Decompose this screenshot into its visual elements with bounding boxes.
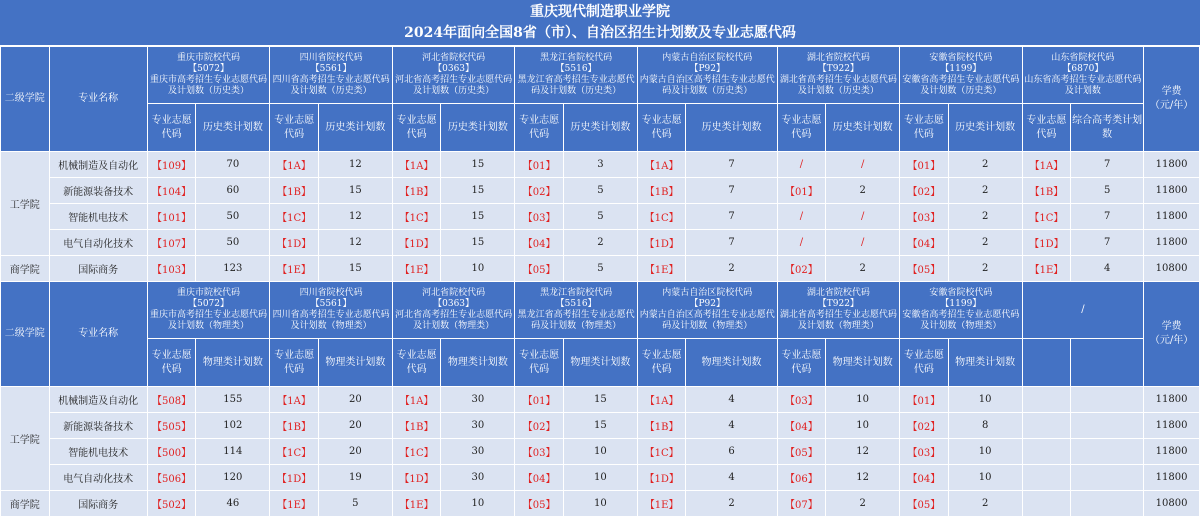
major-code: 【1E】: [637, 491, 686, 517]
major-name: 国际商务: [49, 256, 147, 282]
major-code: 【03】: [515, 439, 564, 465]
major-code: 【03】: [900, 439, 949, 465]
college-name: 工学院: [1, 387, 50, 491]
code-subheader: 专业志愿代码: [1022, 104, 1071, 152]
province-header: [777, 47, 900, 104]
plan-count: 4: [686, 413, 777, 439]
province-name: 湖北省院校代码: [806, 53, 870, 63]
major-code: 【05】: [777, 439, 826, 465]
tuition-fee: 11800: [1144, 413, 1200, 439]
major-name: 电气自动化技术: [49, 465, 147, 491]
major-code: 【1C】: [270, 439, 319, 465]
plan-count: 10: [441, 491, 515, 517]
plan-count: 46: [196, 491, 270, 517]
plan-count: 15: [441, 204, 515, 230]
plan-count: 5: [563, 204, 637, 230]
major-code: 【1A】: [637, 152, 686, 178]
code-subheader: 专业志愿代码: [637, 104, 686, 152]
province-header: [637, 282, 777, 339]
plan-subheader: 历史类计划数: [441, 104, 515, 152]
major-code: /: [777, 152, 826, 178]
plan-count: 12: [826, 439, 900, 465]
province-name: 安徽省院校代码: [929, 288, 993, 298]
tuition-fee: 11800: [1144, 152, 1200, 178]
major-code: 【04】: [515, 230, 564, 256]
plan-count: 12: [826, 465, 900, 491]
tuition-fee: 11800: [1144, 387, 1200, 413]
major-code: 【04】: [515, 465, 564, 491]
plan-count: 2: [686, 491, 777, 517]
empty-cell: [1071, 387, 1144, 413]
province-desc: 四川省高考招生专业志愿代码及计划数（历史类）: [272, 75, 390, 96]
major-code: 【103】: [147, 256, 196, 282]
plan-count: 30: [441, 439, 515, 465]
table-row: [1, 204, 1200, 230]
province-code: 【5561】: [310, 299, 352, 309]
plan-count: 5: [563, 178, 637, 204]
major-name: 智能机电技术: [49, 439, 147, 465]
tuition-fee: 11800: [1144, 465, 1200, 491]
major-name: 机械制造及自动化: [49, 387, 147, 413]
college-header: 二级学院: [1, 47, 50, 152]
plan-count: 7: [1071, 152, 1144, 178]
major-code: 【1D】: [637, 465, 686, 491]
plan-count: 10: [948, 439, 1022, 465]
major-code: 【03】: [777, 387, 826, 413]
fee-header: 学费 （元/年）: [1144, 47, 1200, 152]
major-code: 【1C】: [392, 439, 441, 465]
province-code: 【5072】: [188, 299, 229, 309]
plan-count: 2: [948, 204, 1022, 230]
plan-count: 12: [318, 152, 392, 178]
major-code: 【03】: [515, 204, 564, 230]
enrollment-table: [0, 46, 1200, 517]
province-name: 四川省院校代码: [299, 53, 363, 63]
plan-subheader: 物理类计划数: [196, 339, 270, 387]
empty-cell: [1022, 413, 1071, 439]
table-row: [1, 178, 1200, 204]
province-name: 重庆市院校代码: [177, 53, 241, 63]
major-code: 【04】: [900, 230, 949, 256]
plan-count: 10: [563, 465, 637, 491]
plan-count: 15: [441, 152, 515, 178]
empty-cell: [1022, 491, 1071, 517]
major-code: 【02】: [515, 413, 564, 439]
tuition-fee: 11800: [1144, 178, 1200, 204]
plan-count: 8: [948, 413, 1022, 439]
major-name: 智能机电技术: [49, 204, 147, 230]
plan-count: 20: [318, 413, 392, 439]
plan-subheader: 物理类计划数: [826, 339, 900, 387]
table-row: [1, 230, 1200, 256]
plan-subheader: 历史类计划数: [948, 104, 1022, 152]
major-code: 【01】: [900, 387, 949, 413]
major-code: 【02】: [900, 413, 949, 439]
major-code: 【07】: [777, 491, 826, 517]
plan-subheader: 物理类计划数: [441, 339, 515, 387]
major-code: 【1B】: [270, 413, 319, 439]
code-subheader: 专业志愿代码: [392, 339, 441, 387]
major-code: 【1E】: [392, 491, 441, 517]
plan-count: 20: [318, 439, 392, 465]
plan-count: 2: [826, 178, 900, 204]
province-desc: 安徽省高考招生专业志愿代码及计划数（物理类）: [902, 310, 1020, 331]
major-code: 【01】: [777, 178, 826, 204]
major-code: 【1C】: [392, 204, 441, 230]
plan-count: 7: [686, 204, 777, 230]
province-header: [147, 282, 270, 339]
major-code: 【03】: [900, 204, 949, 230]
plan-count: 15: [563, 413, 637, 439]
major-code: 【502】: [147, 491, 196, 517]
tuition-fee: 10800: [1144, 491, 1200, 517]
empty-cell: [1071, 465, 1144, 491]
plan-subheader: 综合高考类计划数: [1071, 104, 1144, 152]
province-code: 【T922】: [817, 64, 859, 74]
plan-subheader: 物理类计划数: [318, 339, 392, 387]
major-code: 【1C】: [637, 204, 686, 230]
table-row: [1, 439, 1200, 465]
major-code: 【1E】: [270, 256, 319, 282]
major-code: 【1E】: [270, 491, 319, 517]
plan-count: 7: [686, 152, 777, 178]
code-subheader: 专业志愿代码: [515, 104, 564, 152]
plan-title: 2024年面向全国8省（市）、自治区招生计划数及专业志愿代码: [404, 25, 796, 41]
plan-count: 2: [948, 256, 1022, 282]
plan-count: 4: [686, 465, 777, 491]
plan-count: 3: [563, 152, 637, 178]
plan-count: 2: [948, 178, 1022, 204]
province-code: 【0363】: [433, 64, 475, 74]
province-name: 河北省院校代码: [422, 53, 486, 63]
major-code: 【1A】: [270, 152, 319, 178]
plan-count: 70: [196, 152, 270, 178]
province-header: [270, 47, 393, 104]
province-header: [147, 47, 270, 104]
table-row: [1, 256, 1200, 282]
empty-subheader: [1022, 339, 1071, 387]
school-name: 重庆现代制造职业学院: [530, 4, 670, 20]
major-code: 【1E】: [637, 256, 686, 282]
code-subheader: 专业志愿代码: [270, 104, 319, 152]
college-header: 二级学院: [1, 282, 50, 387]
history-section: [1, 47, 1200, 282]
province-code: 【T922】: [817, 299, 859, 309]
major-code: 【01】: [900, 152, 949, 178]
province-header: [515, 282, 638, 339]
major-code: 【1D】: [270, 465, 319, 491]
major-code: 【1B】: [392, 413, 441, 439]
plan-count: 12: [318, 204, 392, 230]
plan-count: 6: [686, 439, 777, 465]
major-code: 【01】: [515, 152, 564, 178]
province-desc: 黑龙江省高考招生专业志愿代码及计划数（物理类）: [517, 310, 635, 331]
province-code: 【5072】: [188, 64, 229, 74]
province-desc: 黑龙江省高考招生专业志愿代码及计划数（历史类）: [517, 75, 635, 96]
province-desc: 河北省高考招生专业志愿代码及计划数（物理类）: [395, 310, 513, 331]
plan-count: /: [826, 204, 900, 230]
major-code: 【1D】: [1022, 230, 1071, 256]
province-header: [270, 282, 393, 339]
plan-count: 7: [686, 178, 777, 204]
major-code: 【508】: [147, 387, 196, 413]
plan-count: 120: [196, 465, 270, 491]
province-desc: 内蒙古自治区高考招生专业志愿代码及计划数（历史类）: [639, 75, 775, 96]
plan-count: 15: [563, 387, 637, 413]
province-desc: 湖北省高考招生专业志愿代码及计划数（历史类）: [779, 75, 897, 96]
code-subheader: 专业志愿代码: [900, 104, 949, 152]
major-name: 国际商务: [49, 491, 147, 517]
major-code: 【1B】: [637, 178, 686, 204]
code-subheader: 专业志愿代码: [147, 339, 196, 387]
province-code: 【5516】: [555, 64, 597, 74]
major-name: 机械制造及自动化: [49, 152, 147, 178]
plan-count: 15: [441, 178, 515, 204]
plan-count: 10: [826, 387, 900, 413]
plan-count: 10: [948, 387, 1022, 413]
plan-subheader: 历史类计划数: [318, 104, 392, 152]
province-desc: 内蒙古自治区高考招生专业志愿代码及计划数（物理类）: [639, 310, 775, 331]
province-header: [900, 282, 1023, 339]
plan-count: 30: [441, 387, 515, 413]
table-row: [1, 152, 1200, 178]
major-code: 【107】: [147, 230, 196, 256]
major-code: 【1D】: [392, 230, 441, 256]
province-header: [515, 47, 638, 104]
plan-count: 10: [563, 439, 637, 465]
major-code: 【1E】: [392, 256, 441, 282]
plan-count: 2: [948, 152, 1022, 178]
major-code: 【104】: [147, 178, 196, 204]
province-name: 内蒙古自治区院校代码: [662, 288, 753, 298]
major-code: 【02】: [900, 178, 949, 204]
major-code: 【1D】: [392, 465, 441, 491]
table-row: [1, 465, 1200, 491]
major-header: 专业名称: [49, 47, 147, 152]
major-code: 【04】: [777, 413, 826, 439]
plan-count: 2: [826, 491, 900, 517]
plan-count: 50: [196, 230, 270, 256]
province-code: 【P92】: [689, 299, 725, 309]
empty-cell: [1071, 439, 1144, 465]
major-code: 【02】: [515, 178, 564, 204]
province-desc: 山东省高考招生专业志愿代码及计划数: [1024, 75, 1142, 96]
tuition-fee: 11800: [1144, 439, 1200, 465]
province-header: [392, 282, 515, 339]
plan-count: /: [826, 152, 900, 178]
province-name: 湖北省院校代码: [806, 288, 870, 298]
major-code: 【05】: [515, 491, 564, 517]
province-header: [1022, 47, 1144, 104]
major-code: 【1D】: [270, 230, 319, 256]
province-name: 内蒙古自治区院校代码: [662, 53, 753, 63]
plan-count: 10: [948, 465, 1022, 491]
code-subheader: 专业志愿代码: [777, 339, 826, 387]
plan-subheader: 历史类计划数: [686, 104, 777, 152]
page-title: [0, 0, 1200, 46]
plan-subheader: 历史类计划数: [826, 104, 900, 152]
major-name: 新能源装备技术: [49, 413, 147, 439]
plan-count: 5: [318, 491, 392, 517]
major-code: 【1C】: [1022, 204, 1071, 230]
major-code: /: [777, 230, 826, 256]
plan-count: 4: [1071, 256, 1144, 282]
major-code: 【05】: [900, 256, 949, 282]
major-code: 【04】: [900, 465, 949, 491]
province-name: 四川省院校代码: [299, 288, 363, 298]
code-subheader: 专业志愿代码: [900, 339, 949, 387]
tuition-fee: 11800: [1144, 230, 1200, 256]
major-code: 【1B】: [637, 413, 686, 439]
province-code: 【5516】: [555, 299, 597, 309]
plan-count: 2: [948, 230, 1022, 256]
empty-subheader: [1071, 339, 1144, 387]
plan-count: 15: [318, 178, 392, 204]
table-row: [1, 387, 1200, 413]
plan-subheader: 历史类计划数: [563, 104, 637, 152]
plan-count: 7: [1071, 230, 1144, 256]
province-header: [777, 282, 900, 339]
plan-subheader: 物理类计划数: [948, 339, 1022, 387]
major-code: 【109】: [147, 152, 196, 178]
major-code: 【1A】: [637, 387, 686, 413]
code-subheader: 专业志愿代码: [637, 339, 686, 387]
major-code: 【1E】: [1022, 256, 1071, 282]
province-name: 山东省院校代码: [1051, 53, 1115, 63]
province-name: 黑龙江省院校代码: [540, 288, 613, 298]
empty-cell: [1022, 439, 1071, 465]
major-code: 【505】: [147, 413, 196, 439]
plan-count: 10: [826, 413, 900, 439]
college-name: 工学院: [1, 152, 50, 256]
province-desc: 重庆市高考招生专业志愿代码及计划数（历史类）: [150, 75, 268, 96]
province-name: 安徽省院校代码: [929, 53, 993, 63]
major-code: 【1B】: [270, 178, 319, 204]
plan-count: /: [826, 230, 900, 256]
physics-section: [1, 282, 1200, 517]
table-row: [1, 491, 1200, 517]
major-header: 专业名称: [49, 282, 147, 387]
plan-subheader: 物理类计划数: [686, 339, 777, 387]
province-desc: 重庆市高考招生专业志愿代码及计划数（物理类）: [150, 310, 268, 331]
empty-cell: [1022, 465, 1071, 491]
province-header: [637, 47, 777, 104]
code-subheader: 专业志愿代码: [777, 104, 826, 152]
plan-count: 5: [1071, 178, 1144, 204]
code-subheader: 专业志愿代码: [270, 339, 319, 387]
major-code: 【1D】: [637, 230, 686, 256]
plan-count: 19: [318, 465, 392, 491]
province-name: 河北省院校代码: [422, 288, 486, 298]
plan-count: 15: [441, 230, 515, 256]
province-header: [900, 47, 1023, 104]
plan-count: 7: [1071, 204, 1144, 230]
plan-count: 12: [318, 230, 392, 256]
major-code: 【1A】: [270, 387, 319, 413]
plan-count: 60: [196, 178, 270, 204]
province-desc: 河北省高考招生专业志愿代码及计划数（历史类）: [395, 75, 513, 96]
province-header: [392, 47, 515, 104]
major-code: 【1B】: [1022, 178, 1071, 204]
plan-count: 10: [563, 491, 637, 517]
major-code: 【1B】: [392, 178, 441, 204]
province-code: 【P92】: [689, 64, 725, 74]
province-desc: 安徽省高考招生专业志愿代码及计划数（历史类）: [902, 75, 1020, 96]
plan-count: 50: [196, 204, 270, 230]
code-subheader: 专业志愿代码: [392, 104, 441, 152]
plan-count: 30: [441, 465, 515, 491]
plan-count: 2: [826, 256, 900, 282]
major-code: 【05】: [900, 491, 949, 517]
plan-count: 5: [563, 256, 637, 282]
major-code: 【1A】: [1022, 152, 1071, 178]
major-code: 【1C】: [637, 439, 686, 465]
major-code: 【05】: [515, 256, 564, 282]
plan-count: 123: [196, 256, 270, 282]
major-code: 【506】: [147, 465, 196, 491]
plan-count: 2: [563, 230, 637, 256]
college-name: 商学院: [1, 491, 50, 517]
major-code: 【500】: [147, 439, 196, 465]
major-code: 【06】: [777, 465, 826, 491]
province-code: 【5561】: [310, 64, 352, 74]
plan-count: 7: [686, 230, 777, 256]
province-name: 黑龙江省院校代码: [540, 53, 613, 63]
plan-count: 2: [686, 256, 777, 282]
province-code: 【0363】: [433, 299, 475, 309]
major-code: 【1A】: [392, 152, 441, 178]
code-subheader: 专业志愿代码: [515, 339, 564, 387]
empty-cell: [1022, 387, 1071, 413]
code-subheader: 专业志愿代码: [147, 104, 196, 152]
plan-count: 20: [318, 387, 392, 413]
province-code: 【1199】: [940, 64, 982, 74]
plan-count: 4: [686, 387, 777, 413]
plan-count: 15: [318, 256, 392, 282]
empty-province-header: /: [1022, 282, 1144, 339]
tuition-fee: 11800: [1144, 204, 1200, 230]
plan-count: 155: [196, 387, 270, 413]
plan-count: 114: [196, 439, 270, 465]
major-name: 新能源装备技术: [49, 178, 147, 204]
major-code: 【101】: [147, 204, 196, 230]
plan-subheader: 历史类计划数: [196, 104, 270, 152]
empty-cell: [1071, 491, 1144, 517]
plan-count: 30: [441, 413, 515, 439]
plan-count: 102: [196, 413, 270, 439]
fee-header: 学费 （元/年）: [1144, 282, 1200, 387]
major-code: 【02】: [777, 256, 826, 282]
plan-subheader: 物理类计划数: [563, 339, 637, 387]
major-code: 【01】: [515, 387, 564, 413]
province-desc: 湖北省高考招生专业志愿代码及计划数（物理类）: [779, 310, 897, 331]
province-code: 【6870】: [1062, 64, 1104, 74]
plan-count: 10: [441, 256, 515, 282]
major-code: /: [777, 204, 826, 230]
province-code: 【1199】: [940, 299, 982, 309]
major-name: 电气自动化技术: [49, 230, 147, 256]
empty-cell: [1071, 413, 1144, 439]
college-name: 商学院: [1, 256, 50, 282]
plan-count: 2: [948, 491, 1022, 517]
province-name: 重庆市院校代码: [177, 288, 241, 298]
province-desc: 四川省高考招生专业志愿代码及计划数（物理类）: [272, 310, 390, 331]
major-code: 【1A】: [392, 387, 441, 413]
tuition-fee: 10800: [1144, 256, 1200, 282]
major-code: 【1C】: [270, 204, 319, 230]
table-row: [1, 413, 1200, 439]
